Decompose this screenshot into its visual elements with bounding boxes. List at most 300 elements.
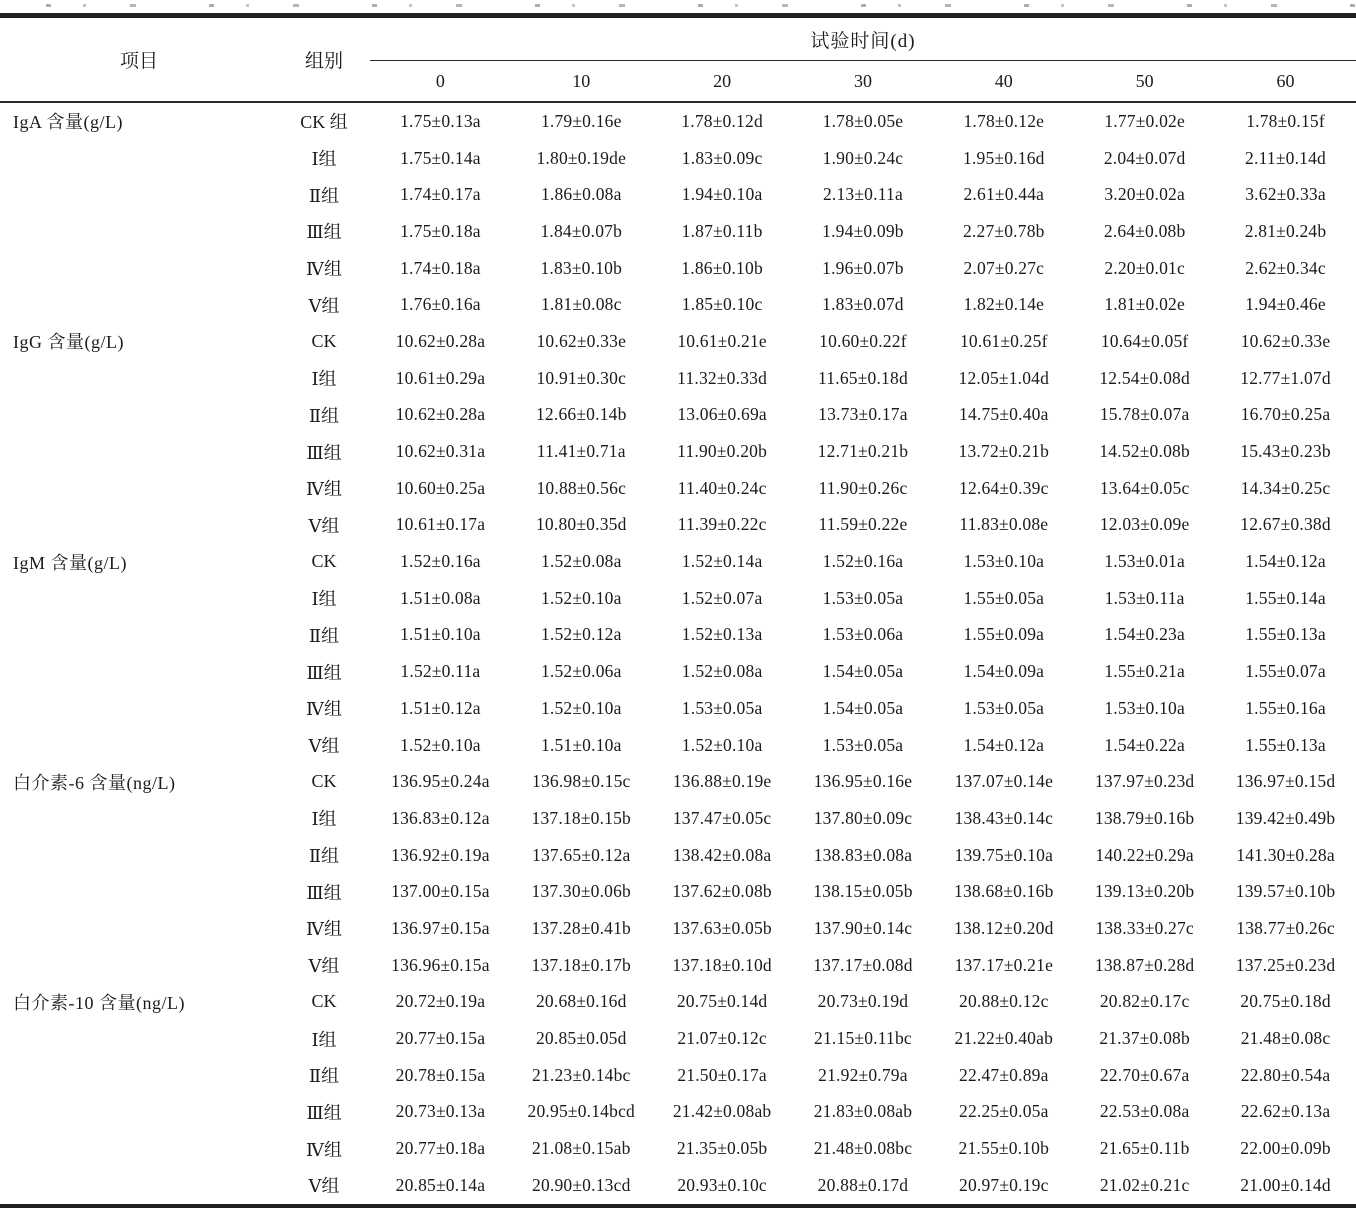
value-cell: 10.62±0.31a [395,441,486,462]
group-label: Ⅰ组 [311,1029,337,1050]
value-cell: 1.51±0.12a [400,697,481,718]
value-cell: 136.97±0.15a [391,917,490,938]
item-label [0,800,278,837]
value-cell: 1.55±0.13a [1245,624,1326,645]
value-cell: 1.53±0.10a [963,551,1045,572]
value-cell: 21.08±0.15ab [532,1138,631,1159]
table-row [0,323,1356,360]
value-cell: 137.63±0.05b [672,917,772,938]
value-cell: 1.53±0.10a [1104,697,1185,718]
table-row [0,397,1356,434]
value-cell: 139.42±0.49b [1235,807,1336,828]
table-row [0,360,1356,397]
value-cell: 15.78±0.07a [1099,404,1190,425]
time-point-header: 20 [713,70,732,91]
value-cell: 12.71±0.21b [817,441,909,462]
value-cell: 11.83±0.08e [959,514,1049,535]
value-cell: 1.52±0.08a [681,661,763,682]
group-label: Ⅲ组 [306,662,342,683]
value-cell: 1.52±0.07a [681,587,763,608]
value-cell: 20.73±0.19d [817,991,909,1012]
group-label: Ⅲ组 [306,442,342,463]
value-cell: 1.54±0.05a [822,697,904,718]
value-cell: 1.53±0.05a [963,697,1045,718]
value-cell: 137.17±0.08d [813,954,913,975]
time-point-header: 0 [435,70,445,91]
value-cell: 10.62±0.28a [395,330,486,351]
value-cell: 21.42±0.08ab [672,1101,772,1122]
value-cell: 1.79±0.16e [540,110,622,131]
group-label: Ⅰ组 [311,369,337,390]
table-row [0,727,1356,764]
item-label [0,176,278,213]
value-cell: 22.70±0.67a [1099,1064,1190,1085]
value-cell: 138.12±0.20d [954,917,1054,938]
value-cell: 1.54±0.12a [1245,551,1326,572]
value-cell: 1.53±0.05a [822,587,904,608]
value-cell: 13.06±0.69a [677,404,767,425]
value-cell: 14.52±0.08b [1099,441,1190,462]
value-cell: 137.62±0.08b [672,881,772,902]
value-cell: 1.78±0.05e [822,110,904,131]
group-label: Ⅴ组 [308,956,340,977]
time-point-header: 40 [994,70,1013,91]
value-cell: 136.95±0.24a [391,771,490,792]
table-row [0,102,1356,140]
value-cell: 1.52±0.12a [540,624,622,645]
value-cell: 20.82±0.17c [1099,991,1190,1012]
value-cell: 11.90±0.26c [818,477,908,498]
value-cell: 14.34±0.25c [1240,477,1331,498]
value-cell: 21.50±0.17a [677,1064,767,1085]
time-point-header: 60 [1276,70,1295,91]
value-cell: 22.00±0.09b [1240,1138,1331,1159]
value-cell: 21.92±0.79a [818,1064,908,1085]
value-cell: 1.53±0.05a [681,697,763,718]
time-point-header: 30 [853,70,872,91]
value-cell: 21.00±0.14d [1240,1174,1331,1195]
value-cell: 1.54±0.05a [822,661,904,682]
value-cell: 1.78±0.12d [681,110,763,131]
value-cell: 10.88±0.56c [536,477,627,498]
value-cell: 137.18±0.10d [672,954,772,975]
item-label [0,653,278,690]
value-cell: 1.53±0.11a [1104,587,1185,608]
value-cell: 1.55±0.21a [1104,661,1185,682]
value-cell: 1.83±0.10b [540,257,623,278]
value-cell: 3.62±0.33a [1245,184,1326,205]
value-cell: 11.90±0.20b [677,441,768,462]
value-cell: 1.55±0.16a [1245,697,1326,718]
item-label [0,470,278,507]
item-label [0,286,278,323]
value-cell: 1.53±0.05a [822,734,904,755]
item-label [0,910,278,947]
table-row [0,543,1356,580]
value-cell: 1.94±0.46e [1245,294,1326,315]
table-row [0,763,1356,800]
value-cell: 139.57±0.10b [1235,881,1336,902]
table-row [0,580,1356,617]
value-cell: 1.86±0.10b [681,257,763,278]
value-cell: 1.55±0.13a [1245,734,1326,755]
time-point-header: 10 [572,70,591,91]
value-cell: 1.75±0.14a [400,147,481,168]
table-row [0,140,1356,177]
cropped-caption-remnant [0,0,1356,13]
value-cell: 1.85±0.10c [681,294,763,315]
value-cell: 13.73±0.17a [818,404,908,425]
value-cell: 137.17±0.21e [954,954,1054,975]
group-label: CK 组 [300,112,348,133]
value-cell: 20.85±0.14a [395,1174,486,1195]
item-label [0,1130,278,1167]
value-cell: 20.75±0.14d [676,991,768,1012]
item-label: 白介素-6 含量(ng/L) [13,772,176,793]
value-cell: 137.47±0.05c [672,807,772,828]
group-label: Ⅴ组 [308,736,340,757]
value-cell: 1.52±0.10a [540,587,622,608]
value-cell: 2.64±0.08b [1103,220,1186,241]
value-cell: 21.55±0.10b [958,1138,1050,1159]
value-cell: 20.72±0.19a [395,991,486,1012]
value-cell: 11.40±0.24c [677,477,767,498]
group-label: Ⅰ组 [311,809,337,830]
value-cell: 21.83±0.08ab [813,1101,913,1122]
value-cell: 1.55±0.14a [1245,587,1326,608]
group-label: Ⅲ组 [306,222,342,243]
value-cell: 1.54±0.12a [963,734,1045,755]
value-cell: 1.81±0.08c [540,294,622,315]
value-cell: 12.66±0.14b [535,404,627,425]
column-header-group: 组别 [304,51,343,72]
column-header-item: 项目 [119,51,158,72]
group-label: CK [311,991,337,1012]
value-cell: 22.53±0.08a [1099,1101,1190,1122]
group-label: Ⅱ组 [308,405,340,426]
value-cell: 137.80±0.09c [813,807,913,828]
value-cell: 2.04±0.07d [1103,147,1186,168]
value-cell: 1.75±0.18a [400,220,481,241]
value-cell: 1.74±0.17a [400,184,481,205]
table-row [0,507,1356,544]
table-row [0,1057,1356,1094]
item-label [0,360,278,397]
group-label: Ⅳ组 [306,479,342,500]
item-label [0,580,278,617]
item-label: 白介素-10 含量(ng/L) [13,992,185,1013]
table-body [0,102,1356,1206]
value-cell: 1.81±0.02e [1104,294,1185,315]
value-cell: 20.85±0.05d [535,1028,627,1049]
value-cell: 138.42±0.08a [672,844,772,865]
value-cell: 1.52±0.08a [540,551,622,572]
table-row [0,1094,1356,1131]
value-cell: 22.80±0.54a [1240,1064,1331,1085]
table-row [0,690,1356,727]
value-cell: 1.54±0.22a [1104,734,1185,755]
value-cell: 1.52±0.06a [540,661,622,682]
table-row [0,250,1356,287]
value-cell: 1.54±0.23a [1104,624,1185,645]
value-cell: 20.73±0.13a [395,1101,486,1122]
item-label [0,1167,278,1206]
value-cell: 141.30±0.28a [1236,844,1335,865]
table-row [0,910,1356,947]
value-cell: 12.54±0.08d [1099,367,1190,388]
value-cell: 1.83±0.07d [822,294,904,315]
value-cell: 22.62±0.13a [1240,1101,1331,1122]
value-cell: 20.77±0.18a [395,1138,486,1159]
value-cell: 1.55±0.09a [963,624,1045,645]
value-cell: 21.15±0.11bc [814,1028,912,1049]
value-cell: 11.41±0.71a [536,441,626,462]
value-cell: 10.61±0.17a [395,514,486,535]
value-cell: 22.47±0.89a [959,1064,1049,1085]
group-label: CK [311,771,337,792]
value-cell: 137.65±0.12a [532,844,631,865]
value-cell: 1.51±0.10a [400,624,481,645]
group-label: CK [311,551,337,572]
value-cell: 2.20±0.01c [1104,257,1185,278]
item-label [0,140,278,177]
value-cell: 12.03±0.09e [1099,514,1190,535]
item-label [0,873,278,910]
value-cell: 1.54±0.09a [963,661,1045,682]
value-cell: 21.22±0.40ab [954,1028,1054,1049]
value-cell: 136.88±0.19e [672,771,772,792]
value-cell: 1.52±0.11a [400,661,481,682]
value-cell: 136.96±0.15a [391,954,490,975]
value-cell: 1.51±0.08a [400,587,481,608]
value-cell: 1.87±0.11b [681,220,763,241]
item-label [0,617,278,654]
value-cell: 20.97±0.19c [959,1174,1049,1195]
value-cell: 10.64±0.05f [1100,330,1189,351]
value-cell: 21.35±0.05b [676,1138,768,1159]
group-label: CK [311,330,337,351]
group-label: Ⅴ组 [308,295,340,316]
value-cell: 1.55±0.05a [963,587,1045,608]
value-cell: 20.88±0.17d [817,1174,909,1195]
value-cell: 20.77±0.15a [395,1028,486,1049]
value-cell: 2.27±0.78b [962,220,1045,241]
value-cell: 3.20±0.02a [1104,184,1185,205]
value-cell: 10.62±0.33e [536,330,627,351]
value-cell: 137.07±0.14e [954,771,1054,792]
value-cell: 21.65±0.11b [1099,1138,1190,1159]
value-cell: 1.96±0.07b [822,257,904,278]
value-cell: 138.43±0.14c [954,807,1054,828]
item-label [0,213,278,250]
item-label [0,433,278,470]
table-row [0,800,1356,837]
value-cell: 1.52±0.16a [822,551,904,572]
group-label: Ⅴ组 [308,1176,340,1197]
value-cell: 22.25±0.05a [959,1101,1049,1122]
value-cell: 20.75±0.18d [1240,991,1331,1012]
value-cell: 1.52±0.10a [400,734,481,755]
value-cell: 1.86±0.08a [540,184,622,205]
table-row [0,433,1356,470]
item-label [0,947,278,984]
group-label: Ⅲ组 [306,1102,342,1123]
value-cell: 1.52±0.16a [400,551,481,572]
value-cell: 21.48±0.08c [1240,1028,1331,1049]
value-cell: 1.77±0.02e [1104,110,1185,131]
table-row [0,1020,1356,1057]
group-label: Ⅱ组 [308,625,340,646]
value-cell: 138.79±0.16b [1094,807,1195,828]
value-cell: 1.52±0.13a [681,624,763,645]
value-cell: 138.87±0.28d [1094,954,1195,975]
group-label: Ⅴ组 [308,515,340,536]
value-cell: 20.90±0.13cd [532,1174,631,1195]
item-label [0,1057,278,1094]
value-cell: 1.52±0.10a [681,734,763,755]
value-cell: 10.60±0.22f [819,330,907,351]
value-cell: 138.83±0.08a [813,844,913,865]
column-header-trial-time: 试验时间(d) [370,16,1356,61]
value-cell: 12.05±1.04d [958,367,1050,388]
value-cell: 21.07±0.12c [677,1028,767,1049]
value-cell: 12.64±0.39c [959,477,1049,498]
value-cell: 136.95±0.16e [813,771,913,792]
value-cell: 10.62±0.28a [395,404,486,425]
value-cell: 1.78±0.12e [963,110,1045,131]
group-label: Ⅳ组 [306,919,342,940]
value-cell: 21.37±0.08b [1099,1028,1190,1049]
value-cell: 10.61±0.29a [395,367,486,388]
value-cell: 1.76±0.16a [400,294,481,315]
item-label [0,837,278,874]
value-cell: 138.15±0.05b [813,881,913,902]
value-cell: 1.94±0.09b [822,220,904,241]
value-cell: 11.32±0.33d [677,367,768,388]
value-cell: 1.78±0.15f [1246,110,1325,131]
value-cell: 15.43±0.23b [1240,441,1331,462]
value-cell: 1.94±0.10a [681,184,763,205]
value-cell: 21.23±0.14bc [532,1064,631,1085]
value-cell: 16.70±0.25a [1240,404,1331,425]
table-header [0,16,1356,103]
value-cell: 140.22±0.29a [1095,844,1194,865]
value-cell: 2.13±0.11a [822,184,903,205]
value-cell: 10.61±0.21e [677,330,767,351]
value-cell: 1.55±0.07a [1245,661,1326,682]
table-row [0,213,1356,250]
value-cell: 136.83±0.12a [391,807,490,828]
item-label: IgG 含量(g/L) [13,332,124,353]
value-cell: 136.92±0.19a [391,844,490,865]
value-cell: 1.90±0.24c [822,147,904,168]
value-cell: 2.11±0.14d [1245,147,1327,168]
value-cell: 10.61±0.25f [959,330,1048,351]
group-label: Ⅱ组 [308,846,340,867]
value-cell: 1.74±0.18a [400,257,481,278]
group-label: Ⅰ组 [311,589,337,610]
value-cell: 11.39±0.22c [677,514,767,535]
value-cell: 1.53±0.01a [1104,551,1185,572]
value-cell: 2.07±0.27c [963,257,1045,278]
value-cell: 10.80±0.35d [535,514,627,535]
value-cell: 138.77±0.26c [1236,917,1335,938]
value-cell: 138.33±0.27c [1095,917,1194,938]
value-cell: 13.64±0.05c [1099,477,1190,498]
value-cell: 20.88±0.12c [959,991,1049,1012]
value-cell: 137.90±0.14c [813,917,913,938]
value-cell: 136.98±0.15c [532,771,631,792]
value-cell: 138.68±0.16b [954,881,1054,902]
value-cell: 137.00±0.15a [391,881,490,902]
value-cell: 1.95±0.16d [962,147,1045,168]
table-row [0,1130,1356,1167]
table-row [0,176,1356,213]
table-row [0,984,1356,1021]
item-label [0,690,278,727]
value-cell: 137.18±0.15b [531,807,632,828]
value-cell: 137.25±0.23d [1235,954,1336,975]
immune-parameters-table [0,13,1356,1208]
table-row [0,1167,1356,1206]
value-cell: 1.52±0.14a [681,551,763,572]
group-label: Ⅳ组 [306,1139,342,1160]
item-label [0,727,278,764]
value-cell: 1.52±0.10a [540,697,622,718]
value-cell: 2.62±0.34c [1245,257,1326,278]
value-cell: 139.13±0.20b [1094,881,1195,902]
value-cell: 12.67±0.38d [1240,514,1331,535]
item-label: IgM 含量(g/L) [13,552,127,573]
value-cell: 13.72±0.21b [958,441,1050,462]
value-cell: 21.02±0.21c [1099,1174,1190,1195]
value-cell: 11.65±0.18d [818,367,908,388]
value-cell: 11.59±0.22e [818,514,908,535]
group-label: Ⅳ组 [306,699,342,720]
value-cell: 14.75±0.40a [959,404,1049,425]
value-cell: 20.93±0.10c [677,1174,767,1195]
table-row [0,947,1356,984]
value-cell: 1.80±0.19de [536,147,627,168]
value-cell: 139.75±0.10a [954,844,1054,865]
value-cell: 137.30±0.06b [531,881,632,902]
value-cell: 20.78±0.15a [395,1064,486,1085]
value-cell: 1.84±0.07b [540,220,623,241]
item-label [0,1094,278,1131]
time-point-header: 50 [1135,70,1154,91]
value-cell: 136.97±0.15d [1235,771,1336,792]
table-row [0,873,1356,910]
value-cell: 1.83±0.09c [681,147,763,168]
value-cell: 1.82±0.14e [963,294,1045,315]
value-cell: 10.62±0.33e [1240,330,1331,351]
item-label [0,507,278,544]
value-cell: 137.28±0.41b [531,917,632,938]
table-row [0,470,1356,507]
value-cell: 137.18±0.17b [531,954,632,975]
item-label [0,1020,278,1057]
value-cell: 1.53±0.06a [822,624,904,645]
item-label: IgA 含量(g/L) [13,112,123,133]
value-cell: 1.51±0.10a [540,734,622,755]
value-cell: 2.81±0.24b [1244,220,1327,241]
group-label: Ⅱ组 [308,1066,340,1087]
value-cell: 2.61±0.44a [963,184,1045,205]
value-cell: 21.48±0.08bc [813,1138,913,1159]
value-cell: 10.60±0.25a [395,477,486,498]
table-row [0,286,1356,323]
group-label: Ⅲ组 [306,882,342,903]
